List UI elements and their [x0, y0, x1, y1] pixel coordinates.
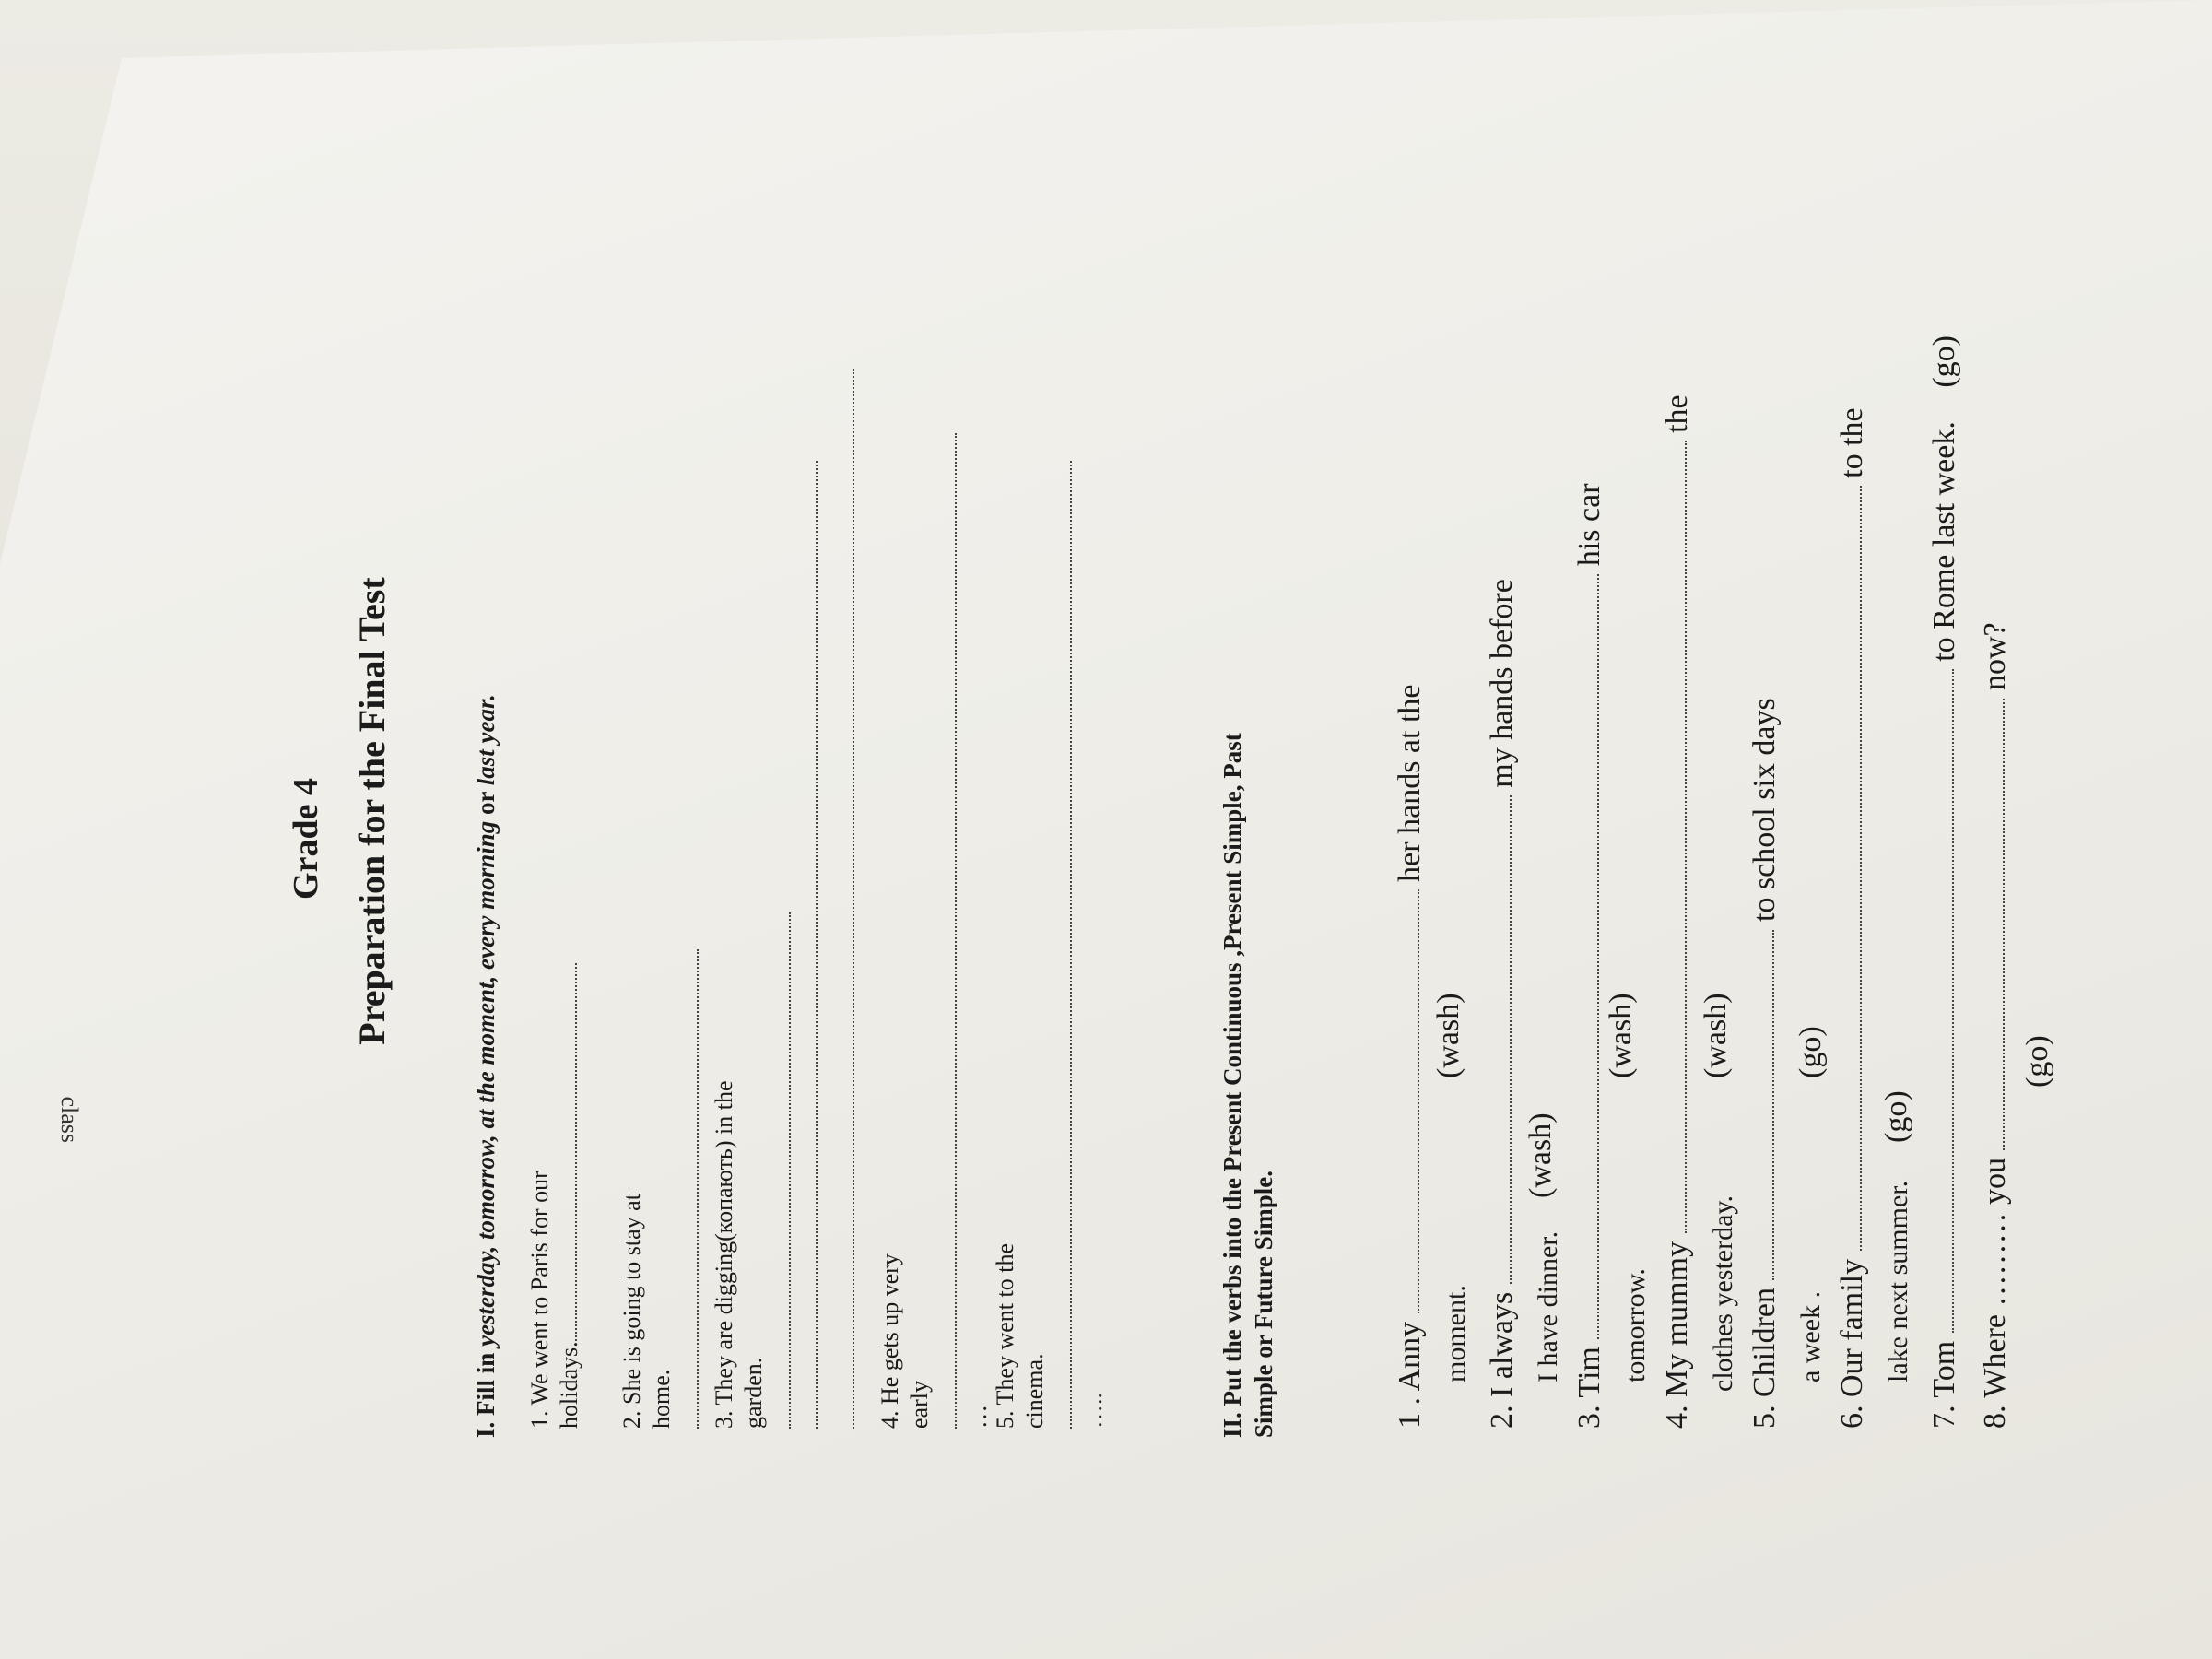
item-line-1: 2. She is going to stay at — [618, 1194, 645, 1429]
exercise-end: his car — [1572, 483, 1606, 567]
item-text: garden. — [740, 1357, 767, 1429]
section-1-item — [876, 912, 994, 1429]
verb-hint: (wash) — [1524, 1112, 1558, 1198]
exercise-start: 2. I always — [1485, 1291, 1519, 1429]
exercise-end: her hands at the — [1393, 684, 1427, 882]
section-2-title — [1217, 240, 1279, 1438]
exercise-start: 6. Our family — [1835, 1258, 1869, 1429]
exercise-end: the — [1660, 394, 1694, 433]
exercise-end: my hands before — [1485, 579, 1519, 788]
verb-hint: (go) — [2020, 1035, 2054, 1088]
verb-hint: (go) — [1879, 1090, 1913, 1143]
page-title: Preparation for the Final Test — [351, 577, 393, 1045]
exercise-item — [1926, 138, 1972, 1429]
exercise-continuation: clothes yesterday. — [1708, 1195, 1738, 1392]
exercise-continuation: lake next summer. — [1883, 1180, 1913, 1382]
item-text: cinema. — [1021, 1353, 1048, 1429]
exercise-end: to school six days — [1747, 698, 1782, 923]
exercise-continuation: a week . — [1795, 1290, 1826, 1382]
exercise-start: 8. Where ……… you — [1978, 1158, 2012, 1429]
exercise-continuation: I have dinner. — [1533, 1230, 1563, 1382]
section-1-title-last: last year. — [472, 694, 500, 786]
answer-dots[interactable] — [853, 369, 854, 1429]
item-line-3: … — [965, 1405, 992, 1429]
section-1-item — [991, 912, 1109, 1429]
exercise-start: 4. My mummy — [1660, 1241, 1694, 1429]
exercise-item — [1977, 138, 2060, 1429]
section-1-title-or: or — [472, 785, 500, 821]
verb-hint: (wash) — [1604, 993, 1638, 1078]
item-line-2 — [739, 912, 798, 1429]
exercise-item — [1571, 138, 1654, 1429]
item-line-2 — [647, 912, 706, 1429]
exercise-end: to Rome last week. — [1927, 421, 1961, 662]
exercise-item — [1659, 138, 1742, 1429]
item-text: holidays. — [556, 1341, 582, 1429]
exercise-end: to the — [1835, 407, 1869, 478]
verb-hint: (wash) — [1699, 993, 1733, 1078]
item-line-2 — [555, 912, 584, 1429]
answer-dots[interactable] — [936, 433, 957, 1429]
item-text: early — [906, 1381, 933, 1429]
exercise-end: now? — [1978, 622, 2012, 691]
answer-dots[interactable] — [678, 949, 699, 1429]
edge-text: class — [56, 1096, 83, 1143]
exercise-start: 5. Children — [1747, 1288, 1782, 1429]
exercise-continuation: tomorrow. — [1620, 1268, 1651, 1382]
item-line-1: 4. He gets up very — [877, 1253, 903, 1429]
exercise-start: 7. Tom — [1927, 1340, 1961, 1429]
answer-dots[interactable] — [1934, 669, 1954, 1333]
item-line-1: 1. We went to Paris for our — [526, 1171, 553, 1429]
item-line-1: 3. They are digging(копають) in the — [711, 1080, 737, 1429]
answer-dots[interactable] — [1984, 699, 2005, 1150]
section-1-title-words: yesterday, tomorrow, at the moment, every morning — [472, 820, 500, 1347]
answer-dots[interactable] — [1841, 486, 1862, 1251]
section-1-item — [710, 912, 798, 1429]
exercise-item — [1747, 138, 1830, 1429]
answer-dots[interactable] — [771, 912, 791, 1429]
grade-heading: Grade 4 — [287, 778, 325, 900]
verb-hint: (go) — [1927, 335, 1961, 388]
exercise-start: 1 . Anny — [1393, 1321, 1427, 1429]
item-line-2 — [905, 912, 964, 1429]
item-line-1: 5. They went to the — [992, 1243, 1018, 1429]
exercise-continuation: moment. — [1441, 1285, 1471, 1382]
exercise-item — [1834, 138, 1917, 1429]
answer-dots[interactable] — [1579, 574, 1599, 1339]
section-2-title-line-1: II. Put the verbs into the Present Continuous ,Present Simple, Past — [1218, 733, 1246, 1438]
exercise-item — [1392, 138, 1475, 1429]
verb-hint: (wash) — [1431, 993, 1465, 1078]
answer-dots[interactable] — [1399, 889, 1419, 1313]
item-line-3: ….. — [1080, 1393, 1107, 1429]
answer-dots[interactable] — [1666, 441, 1687, 1233]
section-1-title-prefix: I. Fill in — [472, 1346, 500, 1438]
section-1-title — [470, 166, 501, 1438]
answer-dots[interactable] — [816, 461, 818, 1429]
answer-dots[interactable] — [557, 963, 577, 1341]
answer-dots[interactable] — [1754, 930, 1774, 1280]
answer-dots[interactable] — [1052, 461, 1072, 1429]
section-1-item — [618, 912, 706, 1429]
item-text: home. — [648, 1369, 675, 1429]
verb-hint: (go) — [1794, 1026, 1828, 1078]
answer-dots[interactable] — [1491, 795, 1512, 1284]
section-2-title-line-2: Simple or Future Simple. — [1250, 1170, 1277, 1438]
exercise-item — [1484, 138, 1567, 1429]
section-1-item — [525, 912, 584, 1429]
exercise-start: 3. Tim — [1572, 1347, 1606, 1429]
item-line-2 — [1020, 912, 1079, 1429]
